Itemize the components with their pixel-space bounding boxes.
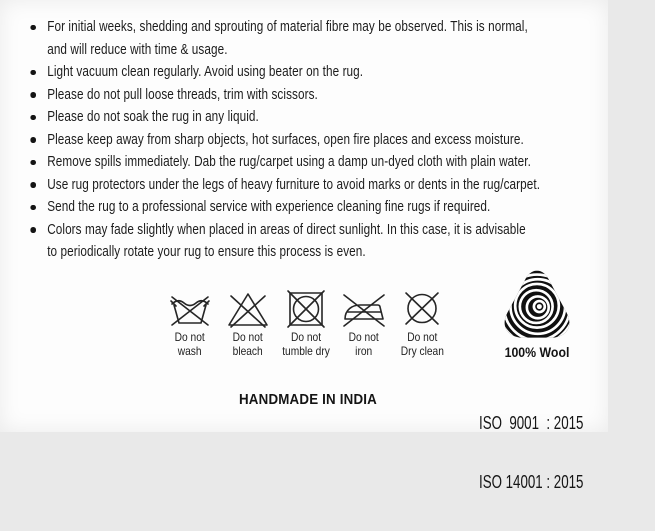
care-instruction-item	[47, 196, 655, 219]
symbol-do-not-bleach	[219, 289, 277, 358]
woolmark-block	[489, 269, 585, 360]
do-not-dry-clean-icon	[399, 289, 445, 329]
care-instruction-line: Please keep away from sharp objects, hot surfaces, open fire places and excess moisture.	[47, 131, 524, 148]
care-symbols-row	[161, 289, 451, 358]
care-instruction-item	[47, 129, 655, 152]
symbol-label: Do not iron	[348, 330, 380, 358]
care-instruction-line: Light vacuum clean regularly. Avoid using beater on the rug.	[47, 64, 364, 80]
care-instruction-line: to periodically rotate your rug to ensure this process is even.	[47, 244, 366, 260]
care-instruction-line: and will reduce with time & usage.	[47, 41, 228, 58]
care-instruction-line: Send the rug to a professional service with experience cleaning fine rugs if required.	[47, 199, 491, 215]
symbol-label: Do not wash	[174, 330, 206, 358]
woolmark-logo	[498, 269, 576, 341]
do-not-tumble-dry-icon	[283, 289, 329, 329]
care-instruction-line: Please do not soak the rug in any liquid.	[47, 109, 259, 125]
care-instruction-item	[47, 106, 655, 129]
symbol-do-not-wash	[161, 289, 219, 358]
care-instruction-item	[47, 84, 655, 107]
iso-14001-line: ISO 14001 : 2015	[479, 470, 584, 492]
care-instruction-item	[47, 219, 655, 264]
care-instruction-item	[47, 151, 655, 174]
symbol-do-not-dry-clean	[393, 289, 451, 358]
care-instruction-line: Use rug protectors under the legs of heavy furniture to avoid marks or dents in the rug/carpet.	[47, 176, 541, 193]
care-instruction-item	[47, 16, 655, 61]
do-not-wash-icon	[167, 289, 213, 329]
care-instruction-line: For initial weeks, shedding and sprouting of material fibre may be observed. This is normal,	[47, 19, 528, 35]
care-instruction-line: Remove spills immediately. Dab the rug/carpet using a damp un-dyed cloth with plain water.	[47, 154, 531, 170]
symbol-label: Do not Dry clean	[400, 330, 444, 358]
care-instruction-line: Colors may fade slightly when placed in areas of direct sunlight. In this case, it is advisable	[47, 221, 526, 238]
care-instruction-item	[47, 61, 655, 84]
handmade-in-india-label: HANDMADE IN INDIA	[238, 392, 377, 408]
wool-percentage-label: 100% Wool	[504, 344, 570, 360]
symbol-label: Do not tumble dry	[282, 330, 330, 358]
symbol-label: Do not bleach	[232, 330, 264, 358]
do-not-iron-icon	[341, 289, 387, 329]
iso-9001-line: ISO 9001 : 2015	[479, 412, 584, 433]
care-instruction-line: Please do not pull loose threads, trim with scissors.	[47, 86, 318, 103]
do-not-bleach-icon	[225, 289, 271, 329]
symbol-do-not-tumble-dry	[277, 289, 335, 358]
care-instruction-item	[47, 174, 655, 197]
symbol-do-not-iron	[335, 289, 393, 358]
care-instructions-list	[0, 16, 655, 264]
